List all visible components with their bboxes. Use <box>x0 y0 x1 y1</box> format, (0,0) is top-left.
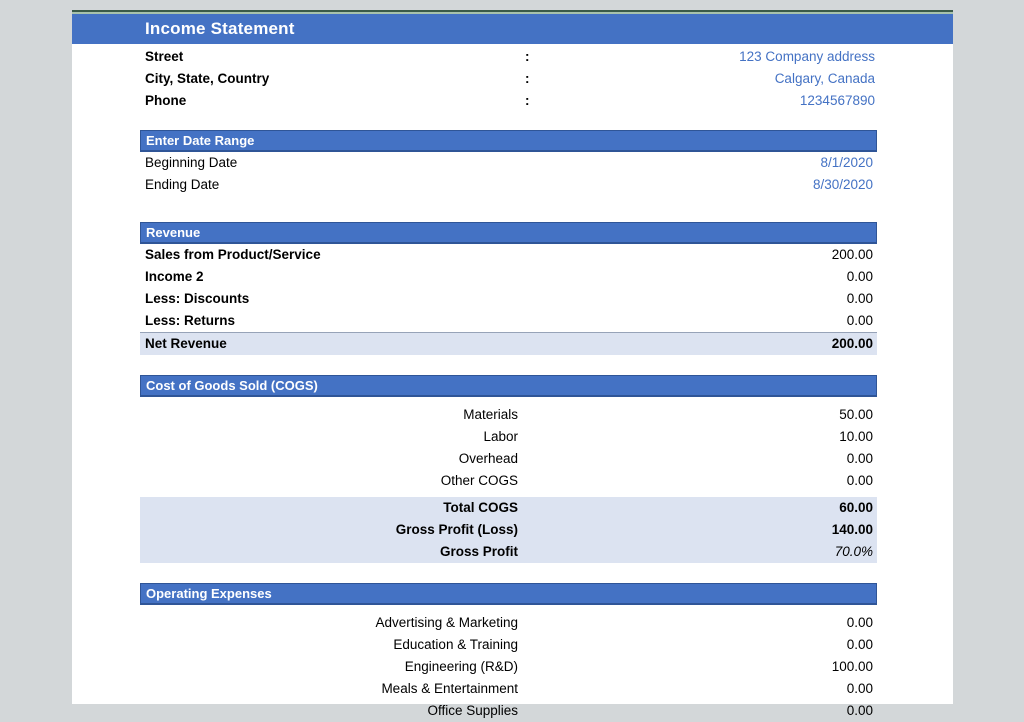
section-cogs <box>140 375 877 563</box>
section-revenue <box>140 222 877 355</box>
beginning-date-value-cell[interactable]: 8/1/2020 <box>820 155 873 170</box>
line-item-label: Sales from Product/Service <box>145 247 321 262</box>
gross-profit-percent-row <box>140 541 877 563</box>
line-item-value-cell[interactable]: 0.00 <box>846 291 873 306</box>
page-title: Income Statement <box>145 19 295 38</box>
line-item-label: Less: Discounts <box>145 291 250 306</box>
total-cogs-label: Total COGS <box>443 500 518 515</box>
line-item-value-cell[interactable]: 0.00 <box>846 473 873 488</box>
document-title-bar <box>72 14 953 44</box>
line-item-row <box>140 448 877 470</box>
section-heading-label: Operating Expenses <box>146 586 272 601</box>
separator-colon: : <box>525 71 530 86</box>
line-item-label: Less: Returns <box>145 313 236 328</box>
line-item-row <box>140 426 877 448</box>
line-item-row <box>140 266 877 288</box>
line-item-row <box>140 404 877 426</box>
net-revenue-total-row <box>140 332 877 355</box>
line-item-value-cell[interactable]: 0.00 <box>846 637 873 652</box>
line-item-value-cell[interactable]: 0.00 <box>846 313 873 328</box>
section-heading-label: Enter Date Range <box>146 133 255 148</box>
section-heading-operating-expenses <box>140 583 877 605</box>
separator-colon: : <box>525 93 530 108</box>
line-item-label: Income 2 <box>145 269 204 284</box>
section-date-range <box>140 130 877 196</box>
gross-profit-percent-label: Gross Profit <box>439 544 518 559</box>
line-item-label: Engineering (R&D) <box>404 659 518 674</box>
date-range-rows <box>140 152 877 196</box>
phone-label: Phone <box>145 93 187 108</box>
company-info-row <box>72 90 953 112</box>
line-item-row <box>140 244 877 266</box>
city-state-country-value-cell[interactable]: Calgary, Canada <box>774 71 875 86</box>
date-row <box>140 152 877 174</box>
company-info-row <box>72 46 953 68</box>
date-row <box>140 174 877 196</box>
total-cogs-row <box>140 497 877 519</box>
line-item-value-cell[interactable]: 50.00 <box>839 407 873 422</box>
line-item-row <box>140 612 877 634</box>
line-item-value-cell[interactable]: 0.00 <box>846 681 873 696</box>
section-heading-date-range <box>140 130 877 152</box>
street-value-cell[interactable]: 123 Company address <box>739 49 875 64</box>
line-item-label: Labor <box>483 429 518 444</box>
line-item-label: Materials <box>463 407 518 422</box>
operating-expense-rows <box>140 612 877 722</box>
revenue-rows <box>140 244 877 355</box>
line-item-label: Education & Training <box>393 637 518 652</box>
line-item-value-cell[interactable]: 0.00 <box>846 615 873 630</box>
net-revenue-value: 200.00 <box>831 336 873 351</box>
line-item-row <box>140 700 877 722</box>
beginning-date-label: Beginning Date <box>145 155 238 170</box>
line-item-row <box>140 288 877 310</box>
total-cogs-value: 60.00 <box>839 500 873 515</box>
cogs-totals-block <box>140 497 877 563</box>
gross-profit-percent-value: 70.0% <box>834 544 873 559</box>
cogs-rows <box>140 404 877 492</box>
ending-date-label: Ending Date <box>145 177 220 192</box>
line-item-label: Meals & Entertainment <box>381 681 518 696</box>
line-item-row <box>140 470 877 492</box>
income-statement-sheet <box>72 10 953 718</box>
statement-sections <box>140 130 877 722</box>
section-heading-label: Revenue <box>146 225 201 240</box>
section-heading-cogs <box>140 375 877 397</box>
line-item-value-cell[interactable]: 10.00 <box>839 429 873 444</box>
net-revenue-label: Net Revenue <box>145 336 227 351</box>
line-item-value-cell[interactable]: 200.00 <box>831 247 873 262</box>
ending-date-value-cell[interactable]: 8/30/2020 <box>812 177 873 192</box>
separator-colon: : <box>525 49 530 64</box>
phone-value-cell[interactable]: 1234567890 <box>799 93 875 108</box>
line-item-label: Advertising & Marketing <box>375 615 518 630</box>
street-label: Street <box>145 49 184 64</box>
line-item-value-cell[interactable]: 0.00 <box>846 451 873 466</box>
line-item-value-cell[interactable]: 0.00 <box>846 269 873 284</box>
line-item-label: Overhead <box>458 451 518 466</box>
company-info-block <box>72 46 953 112</box>
line-item-label: Office Supplies <box>427 703 518 718</box>
gross-profit-loss-row <box>140 519 877 541</box>
line-item-label: Other COGS <box>440 473 518 488</box>
line-item-row <box>140 656 877 678</box>
line-item-value-cell[interactable]: 0.00 <box>846 703 873 718</box>
gross-profit-loss-value: 140.00 <box>831 522 873 537</box>
city-state-country-label: City, State, Country <box>145 71 270 86</box>
company-info-row <box>72 68 953 90</box>
line-item-row <box>140 634 877 656</box>
gross-profit-loss-label: Gross Profit (Loss) <box>395 522 518 537</box>
section-operating-expenses <box>140 583 877 722</box>
section-heading-label: Cost of Goods Sold (COGS) <box>146 378 318 393</box>
line-item-row <box>140 678 877 700</box>
line-item-value-cell[interactable]: 100.00 <box>831 659 873 674</box>
section-heading-revenue <box>140 222 877 244</box>
line-item-row <box>140 310 877 332</box>
